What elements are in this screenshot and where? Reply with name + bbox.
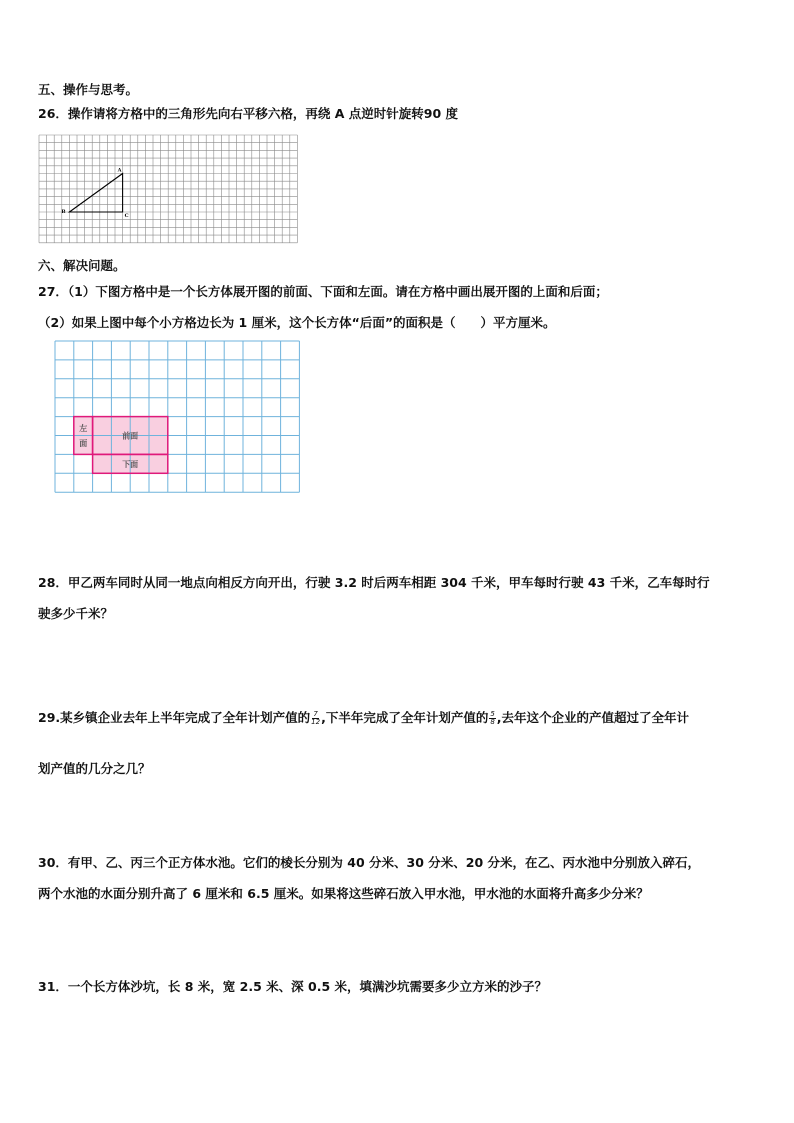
face-left-label-2: 面 — [79, 439, 88, 449]
question-29-part1: 29.某乡镇企业去年上半年完成了全年计划产值的 — [38, 710, 311, 725]
face-bottom-label: 下面 — [122, 459, 139, 469]
question-26-grid — [38, 134, 300, 246]
fraction-numerator: 5 — [490, 710, 495, 718]
face-left-label-1: 左 — [79, 423, 88, 433]
question-29-part2: ,下半年完成了全年计划产值的 — [321, 710, 489, 725]
question-29-line2: 划产值的几分之几？ — [38, 761, 151, 776]
section-5-heading: 五、操作与思考。 — [38, 82, 139, 97]
question-26-text: 26．操作请将方格中的三角形先向右平移六格，再绕 A 点逆时针旋转90 度 — [38, 106, 459, 121]
question-30-line2: 两个水池的水面分别升高了 6 厘米和 6.5 厘米。如果将这些碎石放入甲水池，甲水池的水面将升高多少分米？ — [38, 886, 649, 901]
fraction-denominator: 8 — [490, 718, 495, 726]
face-front-label: 前面 — [122, 431, 139, 441]
vertex-label-c: C — [124, 213, 129, 219]
fraction-5-8 — [489, 711, 495, 726]
vertex-label-a: A — [117, 167, 122, 174]
question-28-line1: 28．甲乙两车同时从同一地点向相反方向开出，行驶 3.2 时后两车相距 304 千米，甲车每时行驶 43 千米，乙车每时行 — [38, 575, 710, 590]
question-31-text: 31．一个长方体沙坑，长 8 米，宽 2.5 米、深 0.5 米，填满沙坑需要多少立方米的沙子？ — [38, 979, 547, 994]
section-6-heading: 六、解决问题。 — [38, 258, 126, 273]
triangle-abc — [69, 174, 122, 213]
question-27-line2: （2）如果上图中每个小方格边长为 1 厘米，这个长方体“后面”的面积是（ ）平方厘米。 — [38, 315, 556, 330]
question-28-line2: 驶多少千米？ — [38, 606, 114, 621]
question-29-part3: ,去年这个企业的产值超过了全年计 — [496, 710, 690, 725]
fraction-denominator: 12 — [311, 718, 321, 726]
vertex-label-b: B — [61, 209, 66, 215]
fraction-7-12 — [311, 711, 320, 726]
question-30-line1: 30．有甲、乙、丙三个正方体水池。它们的棱长分别为 40 分米、30 分米、20 分米，在乙、丙水池中分别放入碎石， — [38, 855, 700, 870]
question-27-line1: 27．（1）下图方格中是一个长方体展开图的前面、下面和左面。请在方格中画出展开图的上面和后面； — [38, 284, 608, 299]
question-29-line1 — [38, 708, 689, 726]
question-27-grid — [54, 340, 301, 494]
fraction-numerator: 7 — [313, 710, 318, 718]
